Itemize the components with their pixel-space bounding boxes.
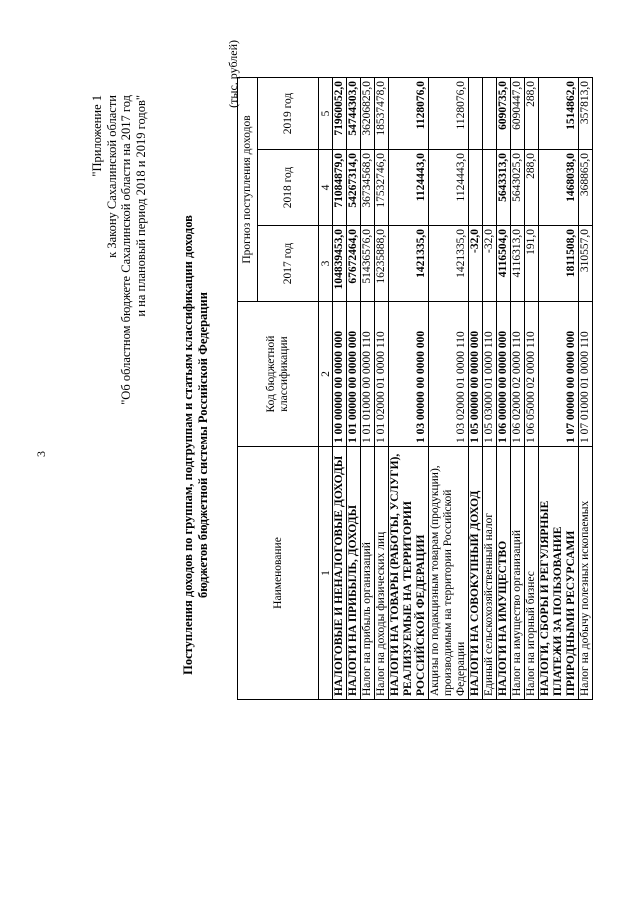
row-name-cell: Налог на доходы физических лиц xyxy=(375,447,389,700)
row-value-2019: 288,0 xyxy=(525,78,539,150)
row-code-cell: 1 01 02000 01 0000 110 xyxy=(375,302,389,447)
row-value-2017: 51436576,0 xyxy=(361,226,375,302)
row-name-cell: Налог на имущество организаций xyxy=(511,447,525,700)
row-code-cell: 1 01 00000 00 0000 000 xyxy=(347,302,361,447)
row-name-cell: НАЛОГИ НА ТОВАРЫ (РАБОТЫ, УСЛУГИ), РЕАЛИЗУЕМЫЕ НА ТЕРРИТОРИИ РОССИЙСКОЙ ФЕДЕРАЦИИ xyxy=(389,447,429,700)
column-index-row xyxy=(319,78,333,700)
row-code-cell: 1 06 00000 00 0000 000 xyxy=(497,302,511,447)
row-value-2018: 368865,0 xyxy=(579,150,593,226)
row-value-2017: 310557,0 xyxy=(579,226,593,302)
row-value-2017: -32,0 xyxy=(469,226,483,302)
row-value-2019: 18537478,0 xyxy=(375,78,389,150)
row-value-2019: 1514862,0 xyxy=(539,78,579,150)
row-value-2017: 16235888,0 xyxy=(375,226,389,302)
row-code-cell: 1 06 05000 02 0000 110 xyxy=(525,302,539,447)
row-value-2017: 4116313,0 xyxy=(511,226,525,302)
row-value-2018: 5643025,0 xyxy=(511,150,525,226)
column-index: 1 xyxy=(319,447,333,700)
row-code-cell: 1 07 00000 00 0000 000 xyxy=(539,302,579,447)
table-row xyxy=(333,78,347,700)
row-code-cell: 1 00 00000 00 0000 000 xyxy=(333,302,347,447)
table-row xyxy=(579,78,593,700)
row-value-2018: 54267314,0 xyxy=(347,150,361,226)
row-code-cell: 1 01 01000 00 0000 110 xyxy=(361,302,375,447)
table-row xyxy=(525,78,539,700)
units-label: (тыс. рублей) xyxy=(226,40,240,108)
row-value-2017: 1421335,0 xyxy=(429,226,469,302)
row-value-2017: 4116504,0 xyxy=(497,226,511,302)
row-value-2018 xyxy=(469,150,483,226)
row-name-cell: Налог на добычу полезных ископаемых xyxy=(579,447,593,700)
table-row xyxy=(375,78,389,700)
row-name-cell: НАЛОГИ НА СОВОКУПНЫЙ ДОХОД xyxy=(469,447,483,700)
row-name-cell: Акцизы по подакцизным товарам (продукции), производимым на территории Российской Федерации xyxy=(429,447,469,700)
page-number: 3 xyxy=(34,451,48,457)
row-value-2017: 1421335,0 xyxy=(389,226,429,302)
row-value-2018: 1124443,0 xyxy=(389,150,429,226)
row-name-cell: Единый сельскохозяйственный налог xyxy=(483,447,497,700)
row-value-2018: 288,0 xyxy=(525,150,539,226)
row-code-cell: 1 07 01000 01 0000 110 xyxy=(579,302,593,447)
row-value-2018: 71084879,0 xyxy=(333,150,347,226)
row-code-cell: 1 05 03000 01 0000 110 xyxy=(483,302,497,447)
column-index: 5 xyxy=(319,78,333,150)
header-year-2018: 2018 год xyxy=(258,150,319,226)
row-value-2018: 36734568,0 xyxy=(361,150,375,226)
table-row xyxy=(347,78,361,700)
row-name-cell: НАЛОГИ НА ПРИБЫЛЬ, ДОХОДЫ xyxy=(347,447,361,700)
column-index: 3 xyxy=(319,226,333,302)
row-name-cell: НАЛОГИ НА ИМУЩЕСТВО xyxy=(497,447,511,700)
row-value-2018 xyxy=(483,150,497,226)
row-value-2019: 71960052,0 xyxy=(333,78,347,150)
table-row xyxy=(511,78,525,700)
row-value-2018: 1468038,0 xyxy=(539,150,579,226)
appendix-line-1: "Приложение 1 xyxy=(90,95,104,177)
appendix-line-4: и на плановый период 2018 и 2019 годов" xyxy=(133,95,148,317)
row-code-cell: 1 03 00000 00 0000 000 xyxy=(389,302,429,447)
table-row xyxy=(361,78,375,700)
row-value-2018: 1124443,0 xyxy=(429,150,469,226)
row-name-cell: Налог на игорный бизнес xyxy=(525,447,539,700)
row-value-2019: 36206825,0 xyxy=(361,78,375,150)
row-value-2019: 1128076,0 xyxy=(429,78,469,150)
row-name-cell: Налог на прибыль организаций xyxy=(361,447,375,700)
row-value-2018: 5643313,0 xyxy=(497,150,511,226)
row-value-2019 xyxy=(483,78,497,150)
row-value-2019: 6090447,0 xyxy=(511,78,525,150)
table-row xyxy=(539,78,579,700)
table-row xyxy=(469,78,483,700)
column-index: 4 xyxy=(319,150,333,226)
row-code-cell: 1 05 00000 00 0000 000 xyxy=(469,302,483,447)
row-value-2017: 104839453,0 xyxy=(333,226,347,302)
header-year-2019: 2019 год xyxy=(258,78,319,150)
row-name-cell: НАЛОГИ, СБОРЫ И РЕГУЛЯРНЫЕ ПЛАТЕЖИ ЗА ПОЛЬЗОВАНИЕ ПРИРОДНЫМИ РЕСУРСАМИ xyxy=(539,447,579,700)
row-value-2019 xyxy=(469,78,483,150)
row-value-2019: 357813,0 xyxy=(579,78,593,150)
row-value-2019: 54744303,0 xyxy=(347,78,361,150)
row-value-2017: 191,0 xyxy=(525,226,539,302)
appendix-line-2: к Закону Сахалинской области xyxy=(104,95,119,258)
row-value-2019: 1128076,0 xyxy=(389,78,429,150)
row-value-2017: 67672464,0 xyxy=(347,226,361,302)
row-code-cell: 1 06 02000 02 0000 110 xyxy=(511,302,525,447)
document-title-line-2: бюджетов бюджетной системы Российской Федерации xyxy=(195,292,210,598)
row-value-2017: -32,0 xyxy=(483,226,497,302)
row-value-2017: 1811508,0 xyxy=(539,226,579,302)
header-code: Код бюджетной классификации xyxy=(238,302,319,447)
row-value-2018: 17532746,0 xyxy=(375,150,389,226)
row-name-cell: НАЛОГОВЫЕ И НЕНАЛОГОВЫЕ ДОХОДЫ xyxy=(333,447,347,700)
document-title-line-1: Поступления доходов по группам, подгруппам и статьям классификации доходов xyxy=(181,215,195,675)
header-year-2017: 2017 год xyxy=(258,226,319,302)
row-value-2019: 6090735,0 xyxy=(497,78,511,150)
header-name: Наименование xyxy=(238,447,319,700)
table-row xyxy=(389,78,429,700)
row-code-cell: 1 03 02000 01 0000 110 xyxy=(429,302,469,447)
table-row xyxy=(429,78,469,700)
table-row xyxy=(483,78,497,700)
column-index: 2 xyxy=(319,302,333,447)
table-row xyxy=(497,78,511,700)
revenue-table xyxy=(237,77,593,700)
appendix-line-3: "Об областном бюджете Сахалинской области на 2017 год xyxy=(119,95,133,405)
header-forecast: Прогноз поступления доходов xyxy=(238,78,258,302)
